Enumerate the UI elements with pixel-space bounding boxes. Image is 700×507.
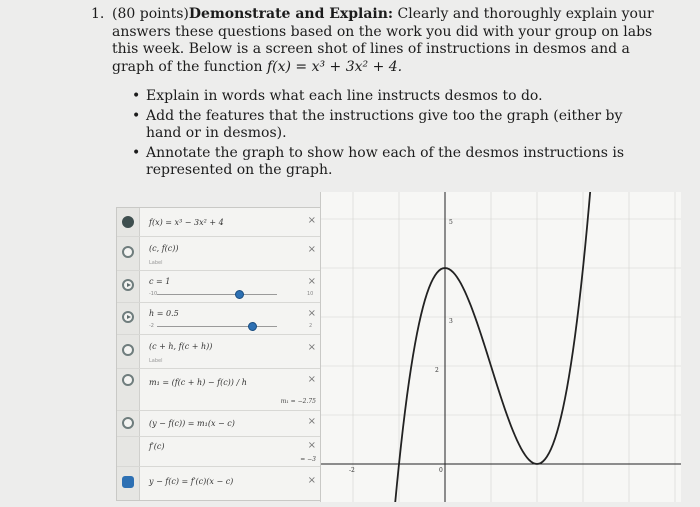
graph-visibility-icon[interactable]	[122, 216, 134, 228]
instruction-list	[132, 88, 657, 182]
delete-expression-icon[interactable]: ×	[307, 416, 316, 427]
expression-text[interactable]: (c + h, f(c + h))	[149, 342, 213, 351]
line-visibility-icon[interactable]	[122, 417, 134, 429]
delete-expression-icon[interactable]: ×	[307, 308, 316, 319]
slider-track[interactable]	[157, 294, 277, 295]
delete-expression-icon[interactable]: ×	[307, 342, 316, 353]
slider-min: -10	[149, 291, 158, 297]
function-curve	[321, 192, 681, 502]
grid-lines	[321, 192, 681, 502]
expression-row-3[interactable]	[117, 270, 322, 303]
expression-row-7[interactable]	[117, 410, 322, 437]
line-visibility-icon[interactable]	[122, 476, 134, 488]
y-tick-3: 3	[449, 318, 453, 325]
x-tick-neg2: -2	[349, 467, 355, 474]
bullet-1: • Explain in words what each line instructs desmos to do.	[132, 88, 657, 106]
question-title: Demonstrate and Explain:	[188, 6, 394, 22]
question-number: 1.	[91, 6, 105, 22]
y-tick-5: 5	[449, 219, 453, 226]
expression-row-6[interactable]	[117, 368, 322, 411]
desmos-graph[interactable]	[320, 192, 681, 502]
slider-max: 10	[307, 291, 314, 297]
expression-row-9[interactable]	[117, 466, 322, 500]
graph-canvas[interactable]	[321, 192, 681, 502]
delete-expression-icon[interactable]: ×	[307, 244, 316, 255]
bullet-3: • Annotate the graph to show how each of the desmos instructions is represented on the graph.	[132, 145, 657, 180]
label-checkbox[interactable]: Label	[149, 358, 163, 364]
evaluation-readout: = −3	[300, 456, 316, 463]
expression-row-4[interactable]	[117, 302, 322, 335]
slider-min: -2	[149, 323, 154, 329]
evaluation-readout: m₁ = −2.75	[280, 398, 316, 405]
delete-expression-icon[interactable]: ×	[307, 475, 316, 486]
question-text	[112, 6, 660, 76]
info-icon[interactable]	[122, 374, 134, 386]
expression-row-2[interactable]	[117, 236, 322, 271]
expression-row-5[interactable]	[117, 334, 322, 369]
question-points: (80 points)	[112, 6, 189, 22]
delete-expression-icon[interactable]: ×	[307, 440, 316, 451]
play-slider-icon[interactable]	[122, 311, 134, 323]
point-visibility-icon[interactable]	[122, 246, 134, 258]
expression-text[interactable]: y − f(c) = f′(c)(x − c)	[149, 477, 234, 486]
expression-text[interactable]: f(x) = x³ − 3x² + 4	[149, 218, 224, 227]
expression-text[interactable]: f′(c)	[149, 442, 165, 451]
x-tick-0: 0	[439, 467, 443, 474]
delete-expression-icon[interactable]: ×	[307, 215, 316, 226]
delete-expression-icon[interactable]: ×	[307, 374, 316, 385]
point-visibility-icon[interactable]	[122, 344, 134, 356]
play-slider-icon[interactable]	[122, 279, 134, 291]
slider-max: 2	[309, 323, 313, 329]
label-checkbox[interactable]: Label	[149, 260, 163, 266]
slider-track[interactable]	[157, 326, 277, 327]
desmos-expression-list	[116, 207, 323, 501]
expression-row-8[interactable]	[117, 436, 322, 467]
delete-expression-icon[interactable]: ×	[307, 276, 316, 287]
question-body: Clearly and thoroughly explain your answers these questions based on the work you did with your group on labs this week. Below is a screen shot of lines of instructions in desmos and a graph of the function	[112, 6, 654, 75]
expression-row-1[interactable]	[117, 208, 322, 237]
y-tick-2: 2	[435, 367, 439, 374]
function-formula: f(x) = x³ + 3x² + 4.	[266, 58, 403, 75]
bullet-2: • Add the features that the instructions give too the graph (either by hand or in desmos).	[132, 108, 657, 143]
slider-handle[interactable]	[235, 290, 244, 299]
expression-text[interactable]: (c, f(c))	[149, 244, 179, 253]
expression-text[interactable]: c = 1	[149, 277, 171, 286]
expression-text[interactable]: h = 0.5	[149, 309, 179, 318]
expression-text[interactable]: (y − f(c)) = m₁(x − c)	[149, 419, 235, 428]
expression-text[interactable]: m₁ = (f(c + h) − f(c)) / h	[149, 378, 247, 387]
slider-handle[interactable]	[248, 322, 257, 331]
